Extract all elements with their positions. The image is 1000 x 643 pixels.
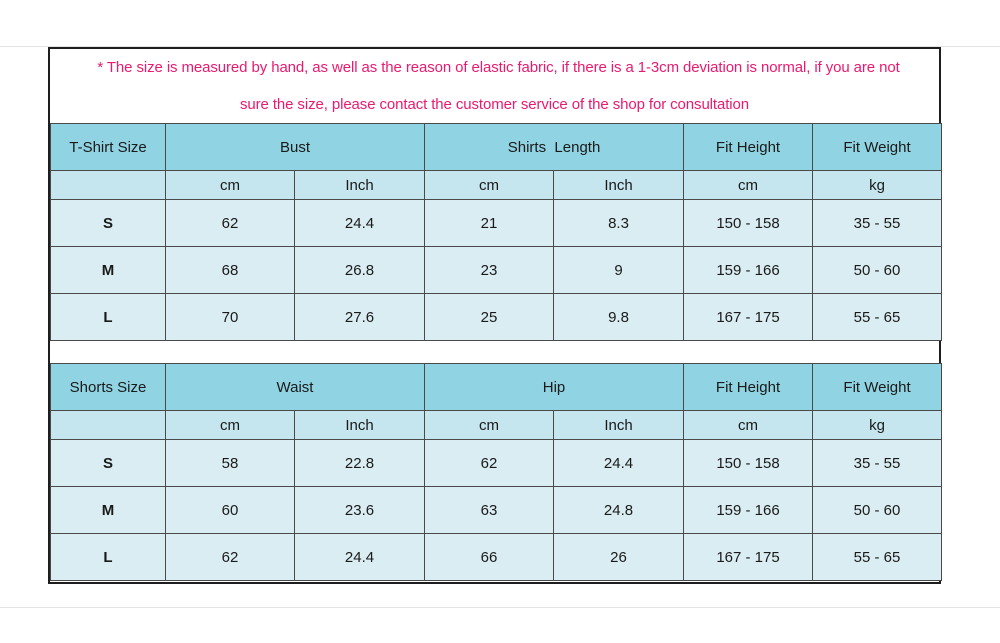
unit-cell: Inch bbox=[554, 411, 684, 440]
table-cell: 50 - 60 bbox=[813, 247, 942, 294]
size-label: L bbox=[51, 294, 166, 341]
table-cell: 9 bbox=[554, 247, 684, 294]
table-cell: 24.4 bbox=[295, 200, 425, 247]
table-row bbox=[51, 294, 942, 341]
unit-cell: cm bbox=[166, 171, 295, 200]
table-row bbox=[51, 534, 942, 581]
table-cell: 26 bbox=[554, 534, 684, 581]
table-cell: 35 - 55 bbox=[813, 200, 942, 247]
size-label: M bbox=[51, 247, 166, 294]
table-cell: 66 bbox=[425, 534, 554, 581]
table-cell: 9.8 bbox=[554, 294, 684, 341]
shirts-length-header: Shirts Length bbox=[425, 124, 684, 171]
table-cell: 159 - 166 bbox=[684, 487, 813, 534]
shorts-size-header: Shorts Size bbox=[51, 364, 166, 411]
table-cell: 68 bbox=[166, 247, 295, 294]
table-cell: 25 bbox=[425, 294, 554, 341]
table-row bbox=[51, 440, 942, 487]
unit-cell-empty bbox=[51, 171, 166, 200]
size-chart bbox=[48, 47, 941, 584]
table-cell: 8.3 bbox=[554, 200, 684, 247]
measurement-note bbox=[50, 49, 939, 123]
table-cell: 60 bbox=[166, 487, 295, 534]
table-gap bbox=[50, 344, 939, 363]
fit-height-header: Fit Height bbox=[684, 364, 813, 411]
unit-cell: cm bbox=[425, 171, 554, 200]
unit-cell: Inch bbox=[295, 411, 425, 440]
table-row bbox=[51, 200, 942, 247]
table-row bbox=[51, 487, 942, 534]
table-cell: 24.4 bbox=[554, 440, 684, 487]
table-cell: 167 - 175 bbox=[684, 294, 813, 341]
table-cell: 24.4 bbox=[295, 534, 425, 581]
fit-height-header: Fit Height bbox=[684, 124, 813, 171]
hip-header: Hip bbox=[425, 364, 684, 411]
tshirt-unit-row bbox=[51, 171, 942, 200]
size-label: M bbox=[51, 487, 166, 534]
shorts-size-table bbox=[50, 363, 942, 581]
table-cell: 58 bbox=[166, 440, 295, 487]
unit-cell-empty bbox=[51, 411, 166, 440]
unit-cell: Inch bbox=[554, 171, 684, 200]
tshirt-size-header: T-Shirt Size bbox=[51, 124, 166, 171]
size-label: S bbox=[51, 440, 166, 487]
table-cell: 63 bbox=[425, 487, 554, 534]
table-cell: 50 - 60 bbox=[813, 487, 942, 534]
table-cell: 22.8 bbox=[295, 440, 425, 487]
unit-cell: cm bbox=[166, 411, 295, 440]
table-cell: 24.8 bbox=[554, 487, 684, 534]
bottom-divider bbox=[0, 607, 1000, 608]
table-cell: 159 - 166 bbox=[684, 247, 813, 294]
fit-weight-header: Fit Weight bbox=[813, 124, 942, 171]
table-cell: 26.8 bbox=[295, 247, 425, 294]
unit-cell: kg bbox=[813, 411, 942, 440]
size-label: L bbox=[51, 534, 166, 581]
table-cell: 35 - 55 bbox=[813, 440, 942, 487]
shorts-header-row bbox=[51, 364, 942, 411]
shorts-unit-row bbox=[51, 411, 942, 440]
note-line-2: sure the size, please contact the customer service of the shop for consultation bbox=[239, 96, 750, 113]
note-line-1: * The size is measured by hand, as well as the reason of elastic fabric, if there is a 1-3cm deviation is normal, if you are not bbox=[97, 59, 900, 76]
table-cell: 150 - 158 bbox=[684, 200, 813, 247]
table-cell: 62 bbox=[166, 200, 295, 247]
table-cell: 23 bbox=[425, 247, 554, 294]
unit-cell: cm bbox=[425, 411, 554, 440]
bust-header: Bust bbox=[166, 124, 425, 171]
table-row bbox=[51, 247, 942, 294]
unit-cell: cm bbox=[684, 171, 813, 200]
table-cell: 167 - 175 bbox=[684, 534, 813, 581]
fit-weight-header: Fit Weight bbox=[813, 364, 942, 411]
unit-cell: cm bbox=[684, 411, 813, 440]
waist-header: Waist bbox=[166, 364, 425, 411]
unit-cell: Inch bbox=[295, 171, 425, 200]
table-cell: 23.6 bbox=[295, 487, 425, 534]
table-cell: 55 - 65 bbox=[813, 534, 942, 581]
table-cell: 55 - 65 bbox=[813, 294, 942, 341]
table-cell: 27.6 bbox=[295, 294, 425, 341]
table-cell: 21 bbox=[425, 200, 554, 247]
table-cell: 62 bbox=[425, 440, 554, 487]
size-label: S bbox=[51, 200, 166, 247]
table-cell: 150 - 158 bbox=[684, 440, 813, 487]
table-cell: 62 bbox=[166, 534, 295, 581]
unit-cell: kg bbox=[813, 171, 942, 200]
tshirt-header-row bbox=[51, 124, 942, 171]
table-cell: 70 bbox=[166, 294, 295, 341]
tshirt-size-table bbox=[50, 123, 942, 341]
